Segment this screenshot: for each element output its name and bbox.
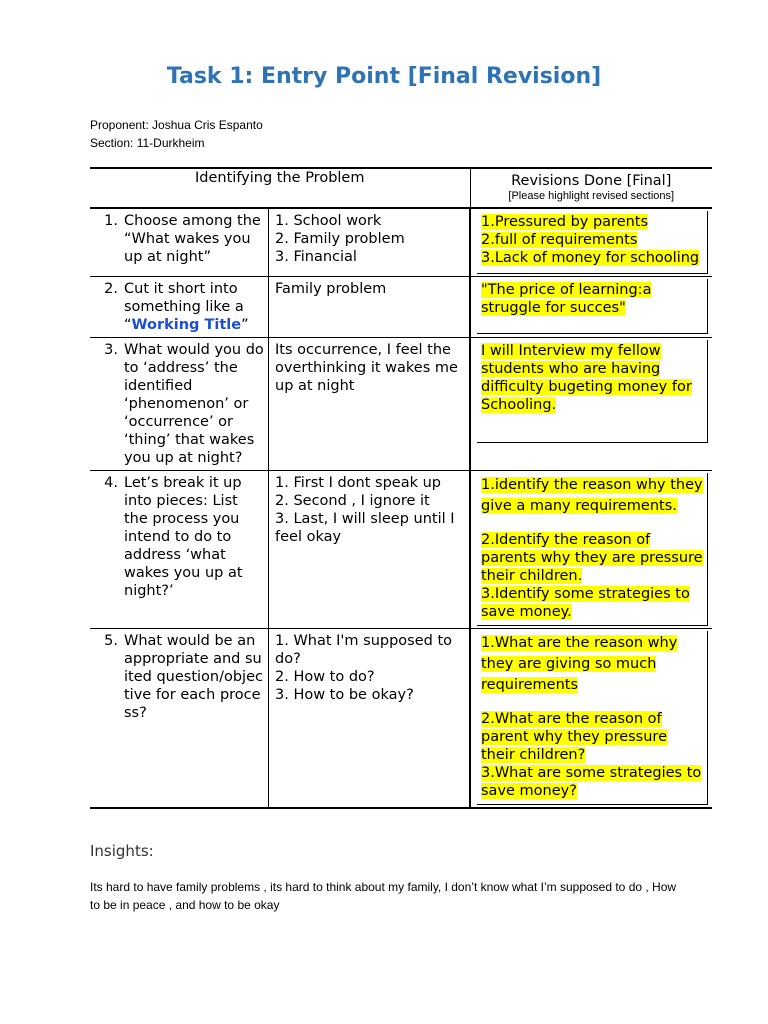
answer-line: 2. How to do? <box>275 669 375 685</box>
revision-cell <box>470 208 712 277</box>
answer-line: 2. Family problem <box>275 231 405 247</box>
question-text: What would be an appropriate and suited question/objective for each process? <box>124 633 263 721</box>
question-cell <box>90 338 269 471</box>
table-row <box>90 277 712 338</box>
answer-cell <box>269 208 471 277</box>
insights-paragraph: Its hard to have family problems , its hard to think about my family, I don’t know what I’m supposed to do , How to be in peace , and how to be okay <box>90 880 677 912</box>
revision-cell <box>470 471 712 629</box>
answer-line: 3. How to be okay? <box>275 687 414 703</box>
document-title: Task 1: Entry Point [Final Revision] <box>166 64 602 89</box>
revision-cell <box>470 338 712 471</box>
question-text: What would you do to ‘address’ the identified ‘phenomenon’ or ‘occurrence’ or ‘thing’ that wakes you up at night? <box>124 342 264 466</box>
header-revisions-title: Revisions Done [Final] <box>511 173 672 189</box>
question-cell <box>90 208 269 277</box>
question-cell <box>90 277 269 338</box>
revision-text: 1.identify the reason why they give a many requirements. <box>481 477 703 514</box>
revision-text: "The price of learning:a struggle for succes" <box>481 282 652 316</box>
revision-text: 3.Identify some strategies to save money. <box>481 586 690 620</box>
revision-text: 3.What are some strategies to save money? <box>481 765 702 799</box>
revision-text: 2.Identify the reason of parents why they are pressure their children. <box>481 532 703 584</box>
header-revisions <box>470 168 712 208</box>
answer-cell <box>269 277 471 338</box>
proponent-line: Proponent: Joshua Cris Espanto <box>90 118 263 132</box>
question-text: Let’s break it up into pieces: List the process you intend to do to address ‘what wakes you up at night?’ <box>124 475 243 599</box>
answer-line: 3. Financial <box>275 249 357 265</box>
revision-text: 3.Lack of money for schooling <box>481 250 700 266</box>
item-number: 1. <box>104 213 118 229</box>
revision-text: I will Interview my fellow students who are having difficulty bugeting money for Schooling. <box>481 343 692 413</box>
item-number: 3. <box>104 342 118 358</box>
answer-line: Family problem <box>275 281 387 297</box>
working-title-highlight: Working Title <box>131 317 242 333</box>
question-cell <box>90 629 269 809</box>
answer-cell <box>269 471 471 629</box>
item-number: 5. <box>104 633 118 649</box>
answer-line: 1. First I dont speak up <box>275 475 441 491</box>
answer-cell <box>269 338 471 471</box>
answer-cell <box>269 629 471 809</box>
header-identifying-problem: Identifying the Problem <box>90 168 470 208</box>
item-number: 2. <box>104 281 118 297</box>
answer-line: 1. School work <box>275 213 382 229</box>
answer-line: 3. Last, I will sleep until I feel okay <box>275 511 455 545</box>
table-row <box>90 338 712 471</box>
item-number: 4. <box>104 475 118 491</box>
answer-line: Its occurrence, I feel the overthinking it wakes me up at night <box>275 342 458 394</box>
revision-text: 2.full of requirements <box>481 232 638 248</box>
answer-line: 1. What I'm supposed to do? <box>275 633 453 667</box>
revision-text: 2.What are the reason of parent why they pressure their children? <box>481 711 667 763</box>
table-row <box>90 471 712 629</box>
section-line: Section: 11-Durkheim <box>90 136 205 150</box>
question-text: Choose among the “What wakes you up at night” <box>124 213 261 265</box>
insights-heading: Insights: <box>90 842 154 860</box>
question-cell <box>90 471 269 629</box>
revision-text: 1.Pressured by parents <box>481 214 649 230</box>
answer-line: 2. Second , I ignore it <box>275 493 430 509</box>
header-revisions-note: [Please highlight revised sections] <box>508 190 675 202</box>
problem-table <box>90 167 712 809</box>
question-text: Cut it short into something like a “Working Title” <box>124 281 249 333</box>
revision-cell <box>470 277 712 338</box>
revision-cell <box>470 629 712 809</box>
table-row <box>90 208 712 277</box>
table-row <box>90 629 712 809</box>
revision-text: 1.What are the reason why they are giving so much requirements <box>481 635 678 693</box>
